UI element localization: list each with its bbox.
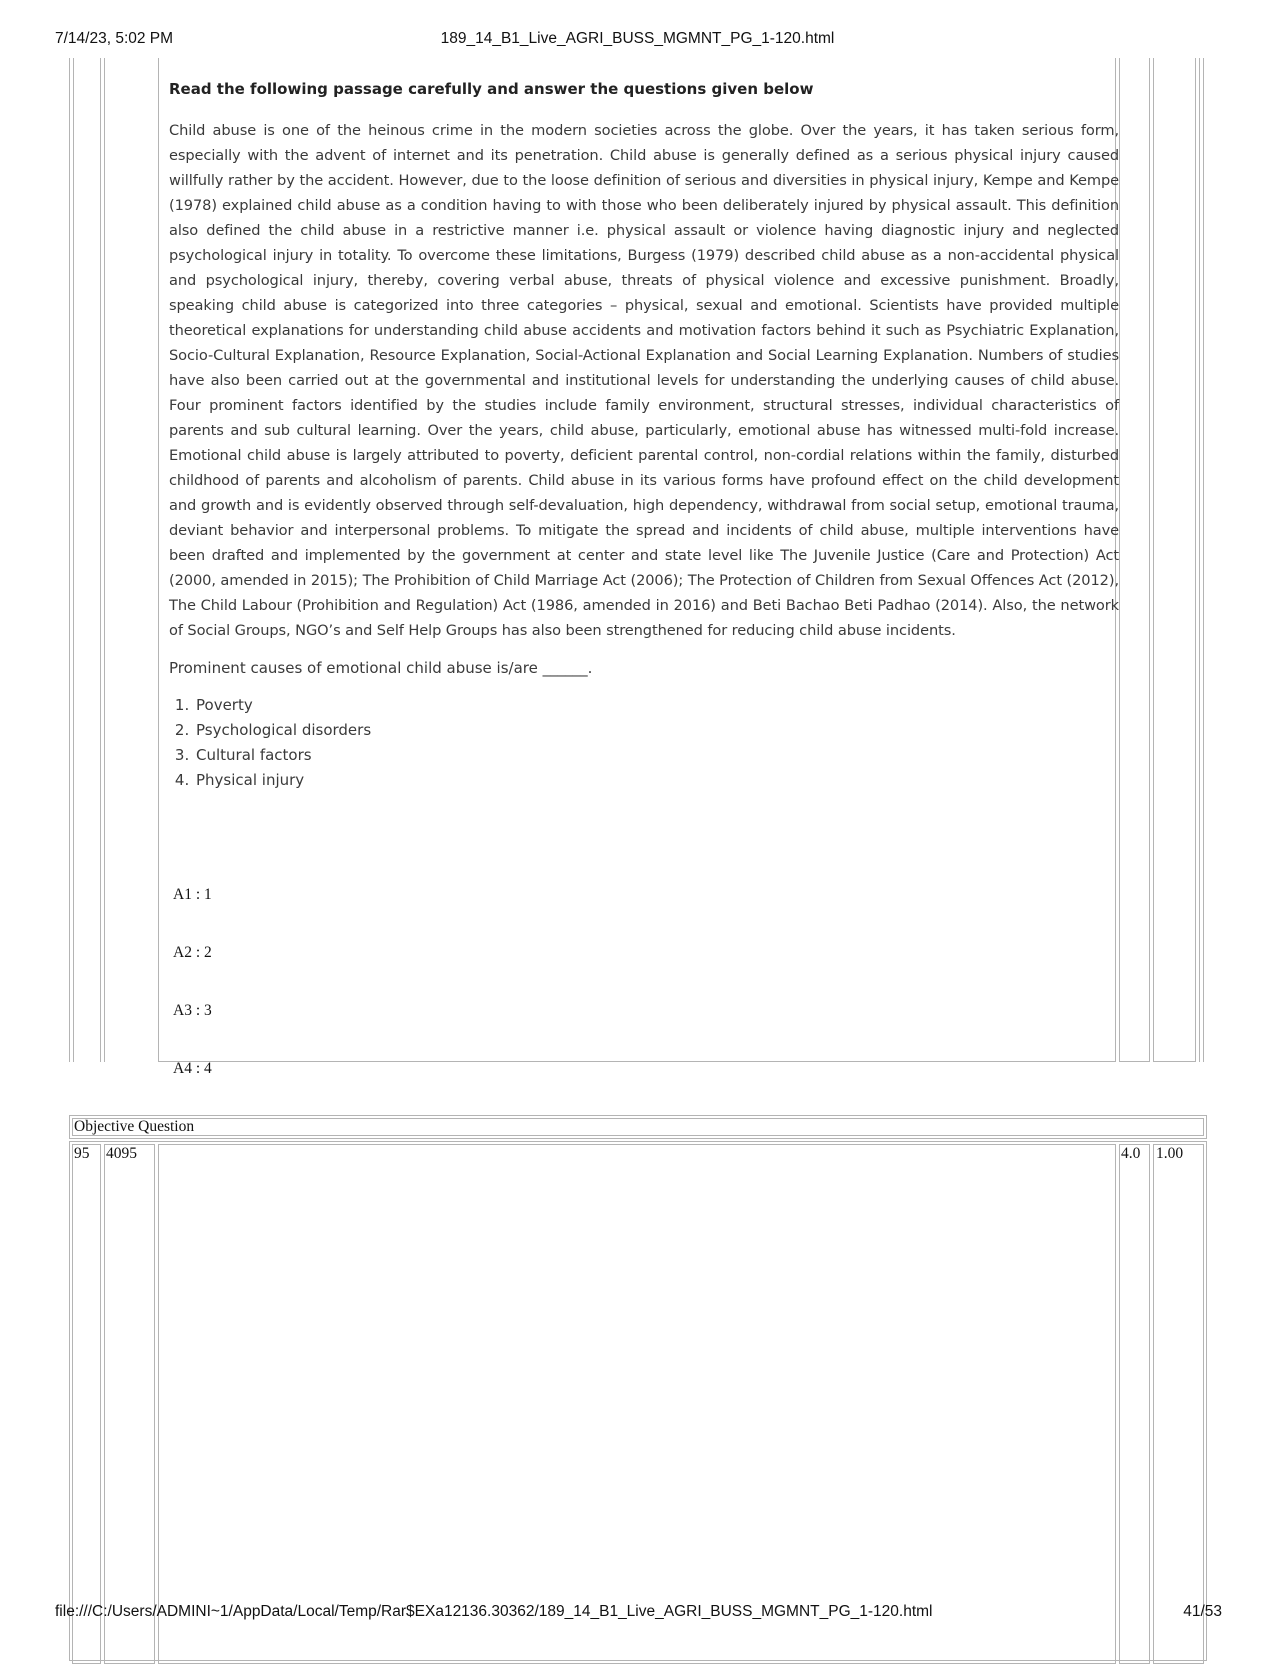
- choice-list: [169, 693, 1119, 793]
- file-path: file:///C:/Users/ADMINI~1/AppData/Local/Temp/Rar$EXa12136.30362/189_14_B1_Live_AGRI_BUSS_MGMNT_PG_1-120.html: [55, 1603, 933, 1620]
- page-number: 41/53: [1183, 1603, 1222, 1620]
- section-label: Objective Question: [74, 1118, 195, 1135]
- answer-option: A2 : 2: [173, 944, 212, 961]
- table-border: [73, 58, 74, 1062]
- choice-item: 3. Cultural factors: [194, 743, 1119, 768]
- passage-instruction: Read the following passage carefully and answer the questions given below: [169, 80, 814, 98]
- table-border: [1203, 58, 1204, 1062]
- serial-number: 95: [74, 1145, 90, 1162]
- marks-cell: [1119, 1144, 1150, 1664]
- negative-marks-value: 1.00: [1156, 1145, 1184, 1162]
- table-border: [100, 58, 101, 1062]
- answer-option: A3 : 3: [173, 1002, 212, 1019]
- qid-cell: [104, 1144, 155, 1664]
- question-id: 4095: [106, 1145, 137, 1162]
- choice-item: 4. Physical injury: [194, 768, 1119, 793]
- sno-cell: [72, 1144, 101, 1664]
- negative-cell: [1153, 1144, 1204, 1664]
- print-datetime: 7/14/23, 5:02 PM: [55, 30, 174, 47]
- question-text: Prominent causes of emotional child abuse is/are ______.: [169, 659, 593, 677]
- passage-block: [169, 80, 1119, 793]
- print-doc-title: 189_14_B1_Live_AGRI_BUSS_MGMNT_PG_1-120.html: [440, 30, 835, 47]
- table-border: [69, 58, 70, 1062]
- marks-cell: [1119, 58, 1150, 1062]
- marks-value: 4.0: [1121, 1145, 1141, 1162]
- question-body-cell: [158, 1144, 1116, 1664]
- table-border: [104, 58, 105, 1062]
- choice-item: 1. Poverty: [194, 693, 1119, 718]
- section-cell: [72, 1118, 1204, 1136]
- choice-item: 2. Psychological disorders: [194, 718, 1119, 743]
- passage-text: Child abuse is one of the heinous crime in the modern societies across the globe. Over the years, it has taken serious form, especially with the advent of internet and its penetration. Child abuse is generally defined as a serious physical injury caused willfully rather by the accident. However, due to the loose definition of serious and diversities in physical injury, Kempe and Kempe (1978) explained child abuse as a condition having to with those who been deliberately injured by physical assault. This definition also defined the child abuse in a restrictive manner i.e. physical assault or violence having diagnostic injury and neglected psychological injury in totality. To overcome these limitations, Burgess (1979) described child abuse as a non-accidental physical and psychological injury, thereby, covering verbal abuse, threats of physical violence and excessive punishment. Broadly, speaking child abuse is categorized into three categories – physical, sexual and emotional. Scientists have provided multiple theoretical explanations for understanding child abuse accidents and motivation factors behind it such as Psychiatric Explanation, Socio-Cultural Explanation, Resource Explanation, Social-Actional Explanation and Social Learning Explanation. Numbers of studies have also been carried out at the governmental and institutional levels for understanding the underlying causes of child abuse. Four prominent factors identified by the studies include family environment, structural stresses, individual characteristics of parents and sub cultural learning. Over the years, child abuse, particularly, emotional abuse has witnessed multi-fold increase. Emotional child abuse is largely attributed to poverty, deficient parental control, non-cordial relations within the family, disturbed childhood of parents and alcoholism of parents. Child abuse in its various forms have profound effect on the child development and growth and is evidently observed through self-devaluation, high dependency, withdrawal from social setup, emotional trauma, deviant behavior and interpersonal problems. To mitigate the spread and incidents of child abuse, multiple interventions have been drafted and implemented by the government at center and state level like The Juvenile Justice (Care and Protection) Act (2000, amended in 2015); The Prohibition of Child Marriage Act (2006); The Protection of Children from Sexual Offences Act (2012), The Child Labour (Prohibition and Regulation) Act (1986, amended in 2016) and Beti Bachao Beti Padhao (2014). Also, the network of Social Groups, NGO’s and Self Help Groups has also been strengthened for reducing child abuse incidents.: [169, 122, 1119, 639]
- answer-option: A1 : 1: [173, 886, 212, 903]
- negative-cell: [1153, 58, 1196, 1062]
- answer-option: A4 : 4: [173, 1060, 212, 1077]
- table-border: [1199, 58, 1200, 1062]
